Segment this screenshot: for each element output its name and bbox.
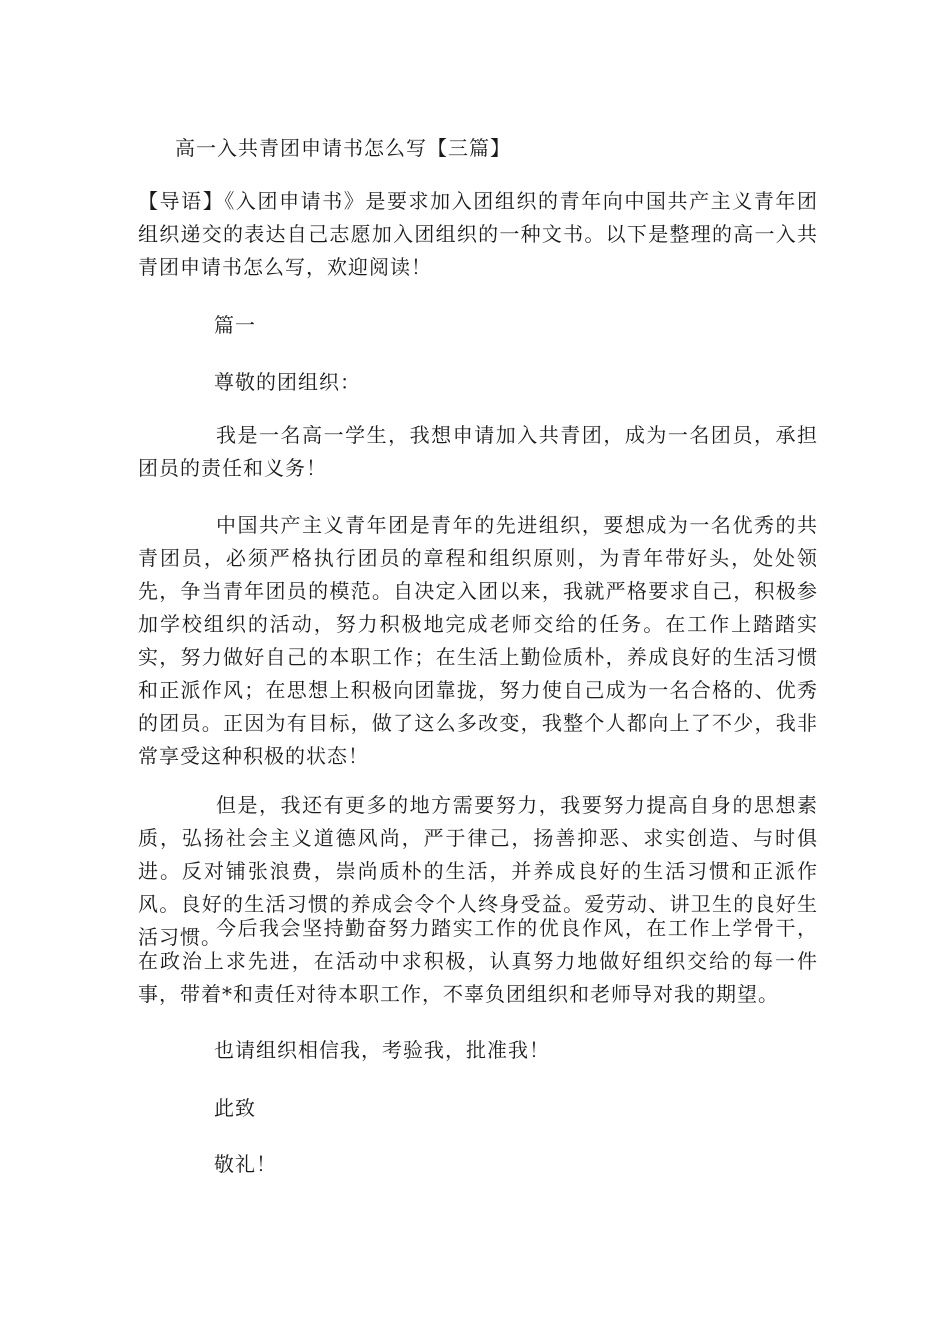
body-paragraph-4: 今后我会坚持勤奋努力踏实工作的优良作风，在工作上学骨干，在政治上求先进，在活动中求积极，认真努力地做好组织交给的每一件事，带着*和责任对待本职工作，不辜负团组织和老师导对我的期望。 (138, 916, 818, 1006)
closing-jing-li: 敬礼！ (214, 1152, 277, 1176)
body-paragraph-1: 我是一名高一学生，我想申请加入共青团，成为一名团员，承担团员的责任和义务！ (138, 423, 818, 480)
section-heading: 篇一 (214, 313, 256, 337)
salutation: 尊敬的团组织： (214, 370, 361, 394)
intro-paragraph: 【导语】《入团申请书》是要求加入团组织的青年向中国共产主义青年团组织递交的表达自己志愿加入团组织的一种文书。以下是整理的高一入共青团申请书怎么写，欢迎阅读！ (138, 189, 818, 279)
closing-ci-zhi: 此致 (214, 1096, 256, 1120)
body-paragraph-2: 中国共产主义青年团是青年的先进组织，要想成为一名优秀的共青团员，必须严格执行团员的章程和组织原则，为青年带好头，处处领先，争当青年团员的模范。自决定入团以来，我就严格要求自己，积极参加学校组织的活动，努力积极地完成老师交给的任务。在工作上踏踏实实，努力做好自己的本职工作；在生活上勤俭质朴，养成良好的生活习惯和正派作风；在思想上积极向团靠拢，努力使自己成为一名合格的、优秀的团员。正因为有目标，做了这么多改变，我整个人都向上了不少，我非常享受这种积极的状态！ (138, 513, 818, 768)
body-paragraph-3: 但是，我还有更多的地方需要努力，我要努力提高自身的思想素质，弘扬社会主义道德风尚，严于律己，扬善抑恶、求实创造、与时俱进。反对铺张浪费，崇尚质朴的生活，并养成良好的生活习惯和正派作风。良好的生活习惯的养成会令个人终身受益。爱劳动、讲卫生的良好生活习惯。 (138, 793, 818, 949)
body-paragraph-5: 也请组织相信我，考验我，批准我！ (214, 1038, 550, 1062)
document-title: 高一入共青团申请书怎么写【三篇】 (175, 136, 511, 160)
